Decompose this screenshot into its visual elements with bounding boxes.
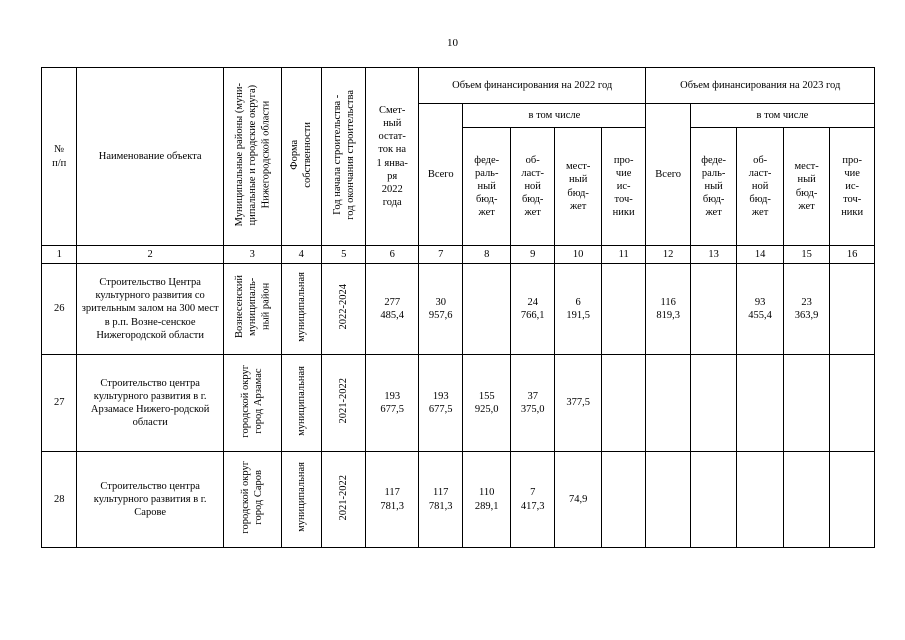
header-ownership-cell [281,68,321,246]
row-district-cell [223,355,281,452]
row-ownership: муниципальная [295,271,307,342]
row-balance: 277 485,4 [366,264,419,355]
row-total-2022: 193 677,5 [418,355,462,452]
row-name: Строительство центра культурного развития в г. Арзамасе Нижего-родской области [77,355,224,452]
row-other-2023 [830,264,875,355]
header-balance: Смет- ный остат- ток на 1 янва- ря 2022 года [366,68,419,246]
col-number: 15 [783,246,829,264]
row-federal-2022: 110 289,1 [463,452,511,548]
header-including-2022: в том числе [463,104,646,128]
row-total-2022: 117 781,3 [418,452,462,548]
row-num: 28 [42,452,77,548]
col-number: 9 [510,246,554,264]
col-number: 11 [601,246,646,264]
col-number: 16 [830,246,875,264]
row-ownership-cell [281,355,321,452]
header-total-2022: Всего [418,104,462,246]
row-other-2023 [830,452,875,548]
row-years: 2021-2022 [338,378,350,424]
header-local-2022: мест- ный бюд- жет [555,128,601,246]
row-regional-2022: 7 417,3 [510,452,554,548]
col-number: 3 [223,246,281,264]
header-district-cell [223,68,281,246]
row-district-cell [223,452,281,548]
row-federal-2023 [690,264,736,355]
col-number: 10 [555,246,601,264]
row-federal-2023 [690,355,736,452]
column-number-row [42,246,875,264]
row-years: 2022-2024 [338,284,350,330]
col-number: 8 [463,246,511,264]
header-district: Муниципальные районы (муни- ципальные и городские округа) Нижегородской области [233,82,271,227]
row-num: 26 [42,264,77,355]
header-fin2022: Объем финансирования на 2022 год [418,68,645,104]
row-ownership-cell [281,452,321,548]
row-district-cell [223,264,281,355]
row-regional-2023 [737,452,783,548]
row-ownership: муниципальная [295,365,307,436]
header-ownership: Форма собственности [289,121,314,188]
row-total-2023 [646,355,690,452]
header-federal-2023: феде- раль- ный бюд- жет [690,128,736,246]
row-regional-2023: 93 455,4 [737,264,783,355]
header-other-2023: про- чие ис- точ- ники [830,128,875,246]
header-local-2023: мест- ный бюд- жет [783,128,829,246]
col-number: 14 [737,246,783,264]
row-name: Строительство центра культурного развития в г. Сарове [77,452,224,548]
col-number: 7 [418,246,462,264]
table-row [42,264,875,355]
row-years-cell [321,355,365,452]
row-balance: 117 781,3 [366,452,419,548]
header-num: № п/п [42,68,77,246]
row-num: 27 [42,355,77,452]
row-district: городской округ город Саров [240,461,265,534]
header-total-2023: Всего [646,104,690,246]
row-other-2022 [601,355,646,452]
row-other-2022 [601,452,646,548]
header-name: Наименование объекта [77,68,224,246]
row-federal-2022: 155 925,0 [463,355,511,452]
col-number: 2 [77,246,224,264]
header-row-1 [42,68,875,104]
header-including-2023: в том числе [690,104,874,128]
row-local-2022: 74,9 [555,452,601,548]
table-row [42,452,875,548]
row-ownership-cell [281,264,321,355]
objects-table [41,67,875,548]
header-regional-2022: об- ласт- ной бюд- жет [510,128,554,246]
header-years-cell [321,68,365,246]
col-number: 4 [281,246,321,264]
row-years: 2021-2022 [338,474,350,521]
row-regional-2023 [737,355,783,452]
header-regional-2023: об- ласт- ной бюд- жет [737,128,783,246]
col-number: 13 [690,246,736,264]
col-number: 5 [321,246,365,264]
row-ownership: муниципальная [295,462,307,533]
row-local-2023 [783,452,829,548]
table-row [42,355,875,452]
row-total-2023: 116 819,3 [646,264,690,355]
row-other-2023 [830,355,875,452]
row-district: городской округ город Арзамас [240,364,265,438]
page-number: 10 [447,37,458,49]
row-name: Строительство Центра культурного развития со зрительным залом на 300 мест в р.п. Возне-сенское Нижегородской области [77,264,224,355]
header-years: Год начала строительства - год окончания строительства [331,89,356,220]
header-fin2023: Объем финансирования на 2023 год [646,68,875,104]
col-number: 12 [646,246,690,264]
col-number: 6 [366,246,419,264]
row-other-2022 [601,264,646,355]
row-local-2023 [783,355,829,452]
row-local-2023: 23 363,9 [783,264,829,355]
row-regional-2022: 37 375,0 [510,355,554,452]
row-federal-2022 [463,264,511,355]
header-other-2022: про- чие ис- точ- ники [601,128,646,246]
row-balance: 193 677,5 [366,355,419,452]
row-years-cell [321,452,365,548]
header-federal-2022: феде- раль- ный бюд- жет [463,128,511,246]
row-federal-2023 [690,452,736,548]
row-total-2023 [646,452,690,548]
row-local-2022: 6 191,5 [555,264,601,355]
row-regional-2022: 24 766,1 [510,264,554,355]
row-local-2022: 377,5 [555,355,601,452]
row-years-cell [321,264,365,355]
col-number: 1 [42,246,77,264]
row-total-2022: 30 957,6 [418,264,462,355]
row-district: Вознесенский муниципаль- ный район [233,275,271,339]
